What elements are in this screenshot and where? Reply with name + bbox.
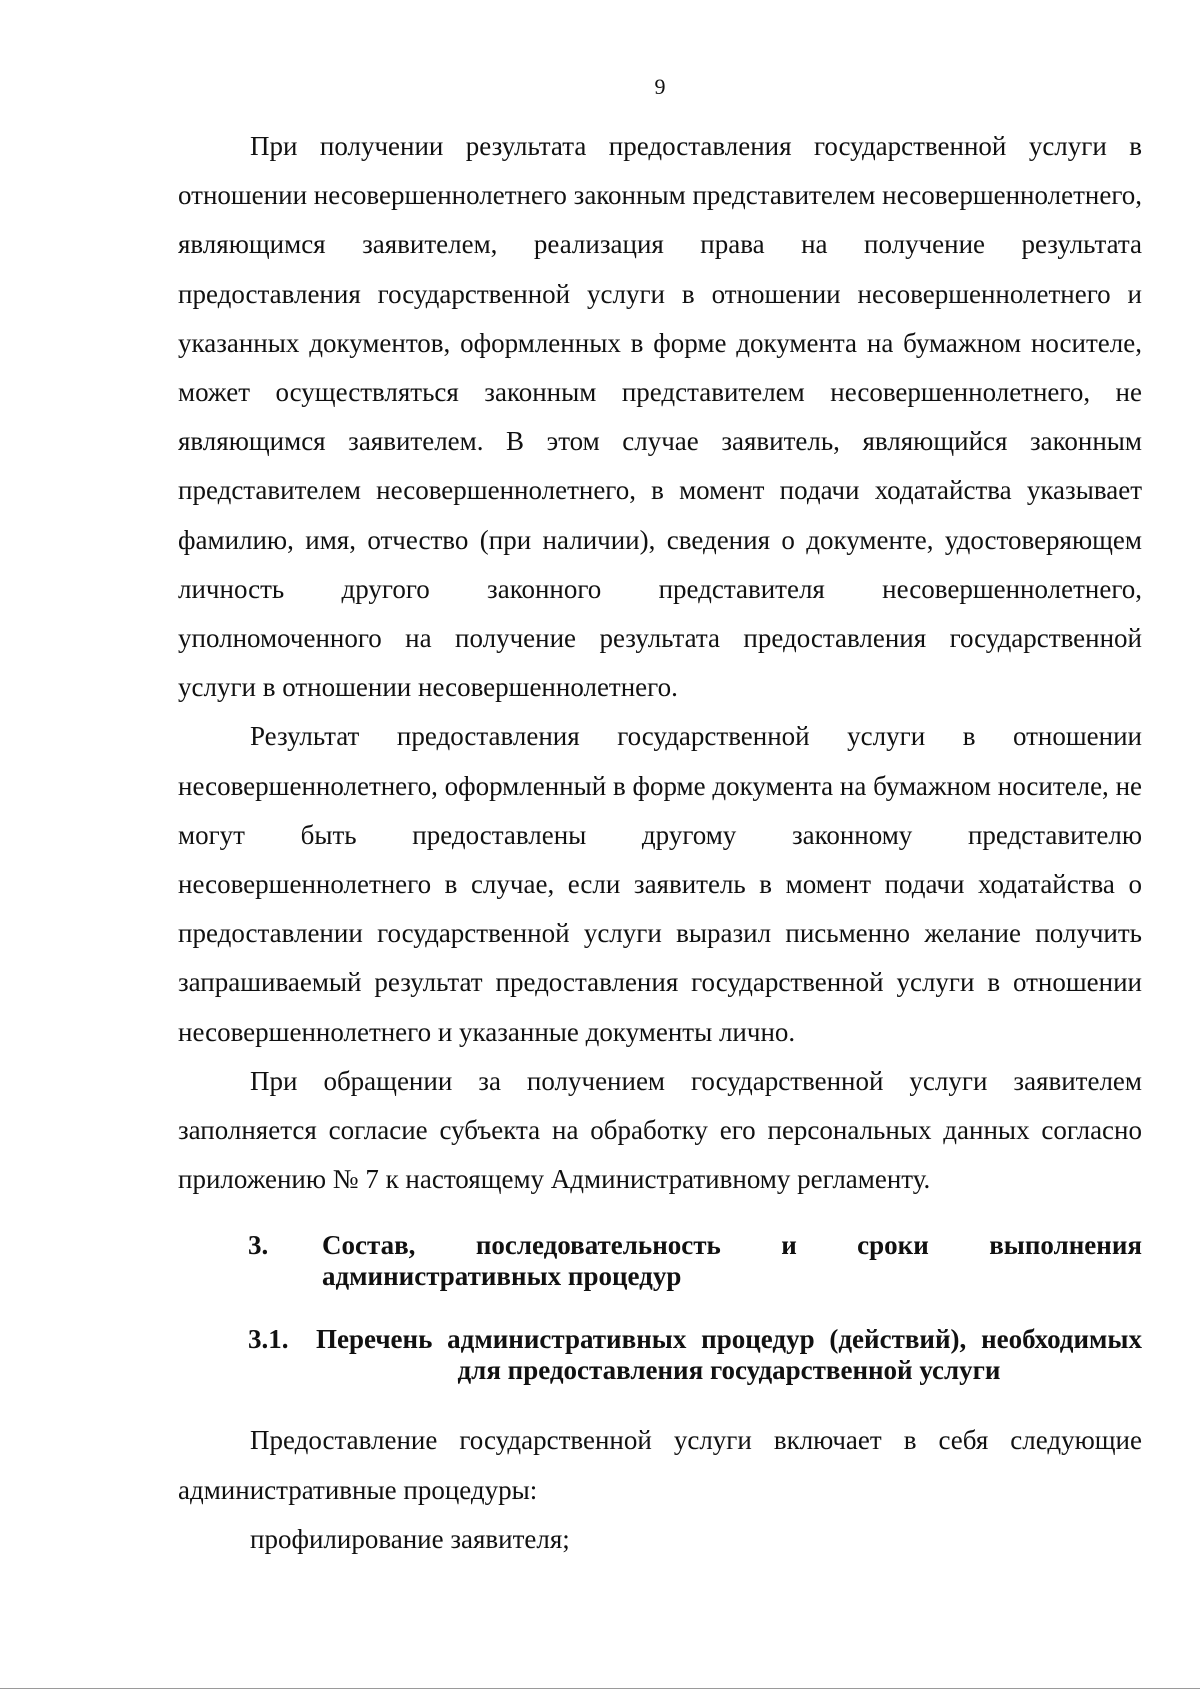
- document-body: [178, 122, 1142, 1564]
- section-3-1-title: Перечень административных процедур (действий), необходимых для предоставления государственной услуги: [316, 1324, 1142, 1386]
- section-3-1-number: 3.1.: [248, 1324, 289, 1355]
- paragraph-personal-data-consent: При обращении за получением государственной услуги заявителем заполняется согласие субъекта на обработку его персональных данных согласно приложению № 7 к настоящему Административному регламенту.: [178, 1065, 1142, 1195]
- paragraph-result-restriction: Результат предоставления государственной услуги в отношении несовершеннолетнего, оформленный в форме документа на бумажном носителе, не могут быть предоставлены другому законному представителю несовершеннолетнего в случае, если заявитель в момент подачи ходатайства о предоставлении государственной услуги выразил письменно желание получить запрашиваемый результат предоставления государственной услуги в отношении несовершеннолетнего и указанные документы лично.: [178, 721, 1142, 1047]
- page-bottom-edge: [0, 1688, 1200, 1689]
- section-3-1-heading: [248, 1324, 1142, 1386]
- section-3-title: Состав, последовательность и сроки выполнения административных процедур: [322, 1230, 1142, 1292]
- section-3-number: 3.: [248, 1230, 269, 1261]
- paragraph-procedures-intro: Предоставление государственной услуги включает в себя следующие административные процедуры:: [178, 1425, 1142, 1505]
- page-number: 9: [654, 74, 666, 99]
- paragraph-legal-representative: При получении результата предоставления государственной услуги в отношении несовершеннолетнего законным представителем несовершеннолетнего, являющимся заявителем, реализация права на получение результата предоставления государственной услуги в отношении несовершеннолетнего и указанных документов, оформленных в форме документа на бумажном носителе, может осуществляться законным представителем несовершеннолетнего, не являющимся заявителем. В этом случае заявитель, являющийся законным представителем несовершеннолетнего, в момент подачи ходатайства указывает фамилию, имя, отчество (при наличии), сведения о документе, удостоверяющем личность другого законного представителя несовершеннолетнего, уполномоченного на получение результата предоставления государственной услуги в отношении несовершеннолетнего.: [178, 131, 1142, 703]
- section-3-heading: [248, 1230, 1142, 1292]
- list-item-profiling: профилирование заявителя;: [250, 1523, 570, 1554]
